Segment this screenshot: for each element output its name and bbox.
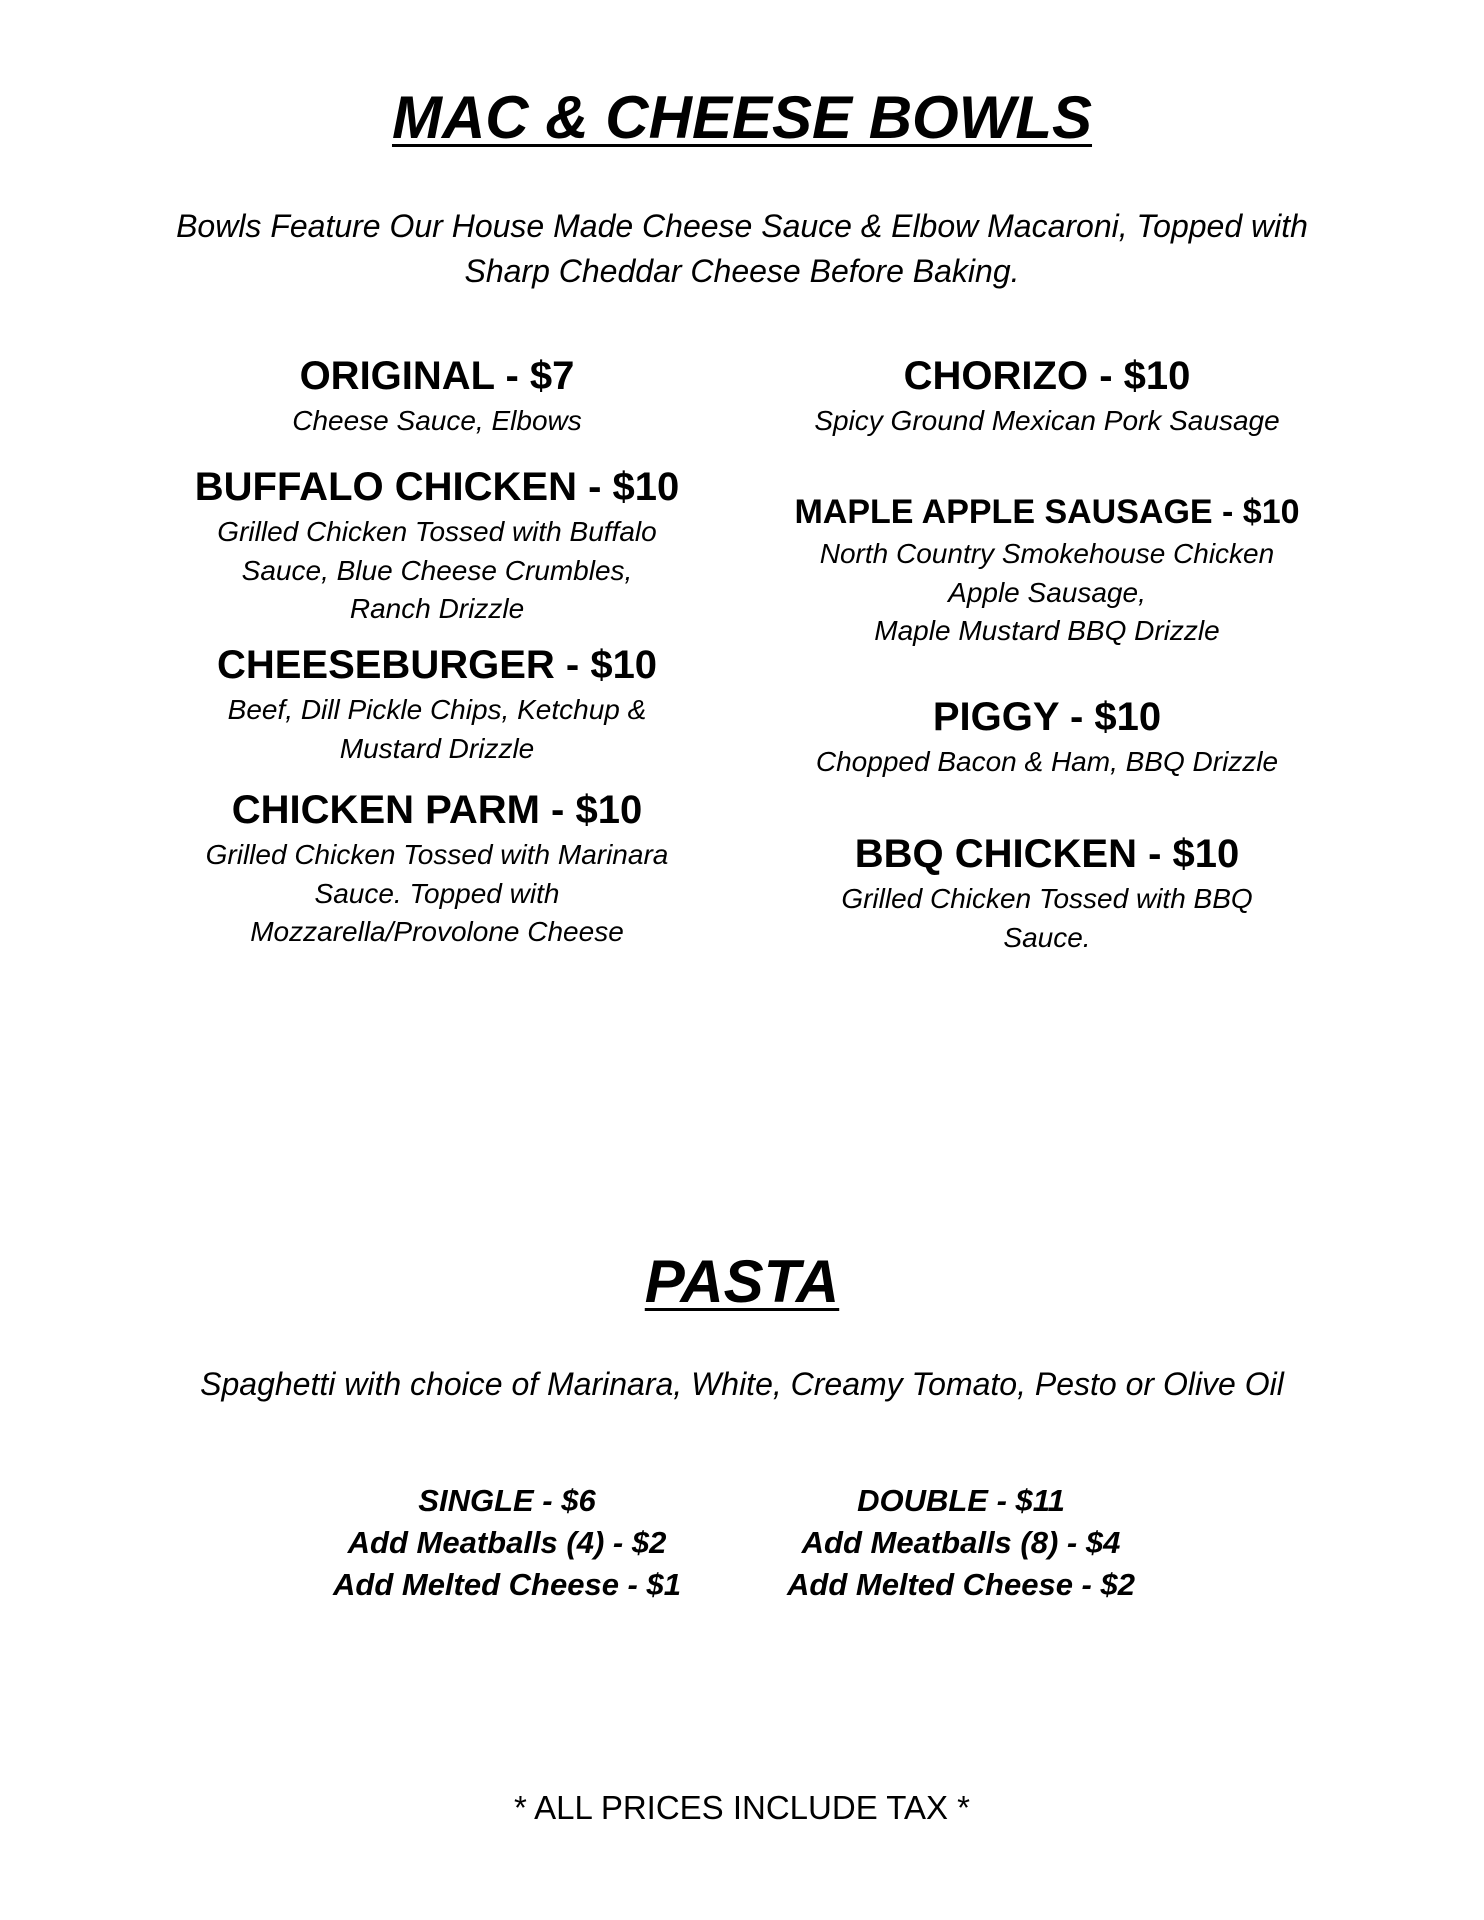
pasta-section-title: PASTA — [644, 1248, 840, 1315]
menu-item-description: Beef, Dill Pickle Chips, Ketchup & Mustard Drizzle — [227, 694, 647, 764]
pasta-double-options — [731, 1480, 1191, 1606]
mac-cheese-right-column — [767, 352, 1327, 957]
pasta-single-meatballs: Add Meatballs (4) - $2 — [347, 1525, 667, 1560]
menu-item-cheeseburger — [157, 641, 717, 786]
menu-item-chorizo — [767, 352, 1327, 491]
menu-item-original — [157, 352, 717, 463]
menu-item-description: Grilled Chicken Tossed with Buffalo Sauce, Blue Cheese Crumbles, Ranch Drizzle — [217, 516, 657, 624]
menu-item-name: MAPLE APPLE SAUSAGE - $10 — [794, 493, 1300, 531]
menu-item-name: BBQ CHICKEN - $10 — [854, 832, 1240, 876]
menu-item-name: CHEESEBURGER - $10 — [216, 643, 658, 687]
pasta-double-meatballs: Add Meatballs (8) - $4 — [801, 1525, 1121, 1560]
menu-item-buffalo-chicken — [157, 463, 717, 641]
menu-item-maple-apple-sausage — [767, 491, 1327, 693]
pasta-description: Spaghetti with choice of Marinara, White, Creamy Tomato, Pesto or Olive Oil — [200, 1366, 1284, 1402]
menu-item-name: ORIGINAL - $7 — [299, 354, 575, 398]
menu-item-name: BUFFALO CHICKEN - $10 — [194, 465, 680, 509]
menu-item-chicken-parm — [157, 786, 717, 952]
menu-item-piggy — [767, 693, 1327, 830]
menu-item-name: PIGGY - $10 — [932, 695, 1162, 739]
menu-item-bbq-chicken — [767, 830, 1327, 957]
pasta-single-cheese: Add Melted Cheese - $1 — [333, 1567, 681, 1602]
menu-item-name: CHICKEN PARM - $10 — [231, 788, 643, 832]
menu-item-description: Grilled Chicken Tossed with BBQ Sauce. — [841, 883, 1253, 953]
menu-item-description: Grilled Chicken Tossed with Marinara Sauce. Topped with Mozzarella/Provolone Cheese — [205, 839, 669, 947]
tax-note: * ALL PRICES INCLUDE TAX * — [513, 1789, 971, 1826]
menu-item-description: Cheese Sauce, Elbows — [292, 405, 582, 436]
pasta-double-cheese: Add Melted Cheese - $2 — [787, 1567, 1135, 1602]
menu-item-name: CHORIZO - $10 — [903, 354, 1191, 398]
menu-item-description: Chopped Bacon & Ham, BBQ Drizzle — [815, 746, 1279, 777]
menu-item-description: North Country Smokehouse Chicken Apple Sausage, Maple Mustard BBQ Drizzle — [819, 538, 1275, 646]
mac-cheese-left-column — [157, 352, 717, 952]
menu-item-description: Spicy Ground Mexican Pork Sausage — [814, 405, 1280, 436]
mac-cheese-section-title: MAC & CHEESE BOWLS — [391, 84, 1093, 151]
pasta-single-price: SINGLE - $6 — [418, 1483, 596, 1518]
pasta-double-price: DOUBLE - $11 — [857, 1483, 1065, 1518]
pasta-single-options — [277, 1480, 737, 1606]
mac-cheese-intro: Bowls Feature Our House Made Cheese Sauce & Elbow Macaroni, Topped with Sharp Cheddar Cheese Before Baking. — [176, 208, 1308, 289]
